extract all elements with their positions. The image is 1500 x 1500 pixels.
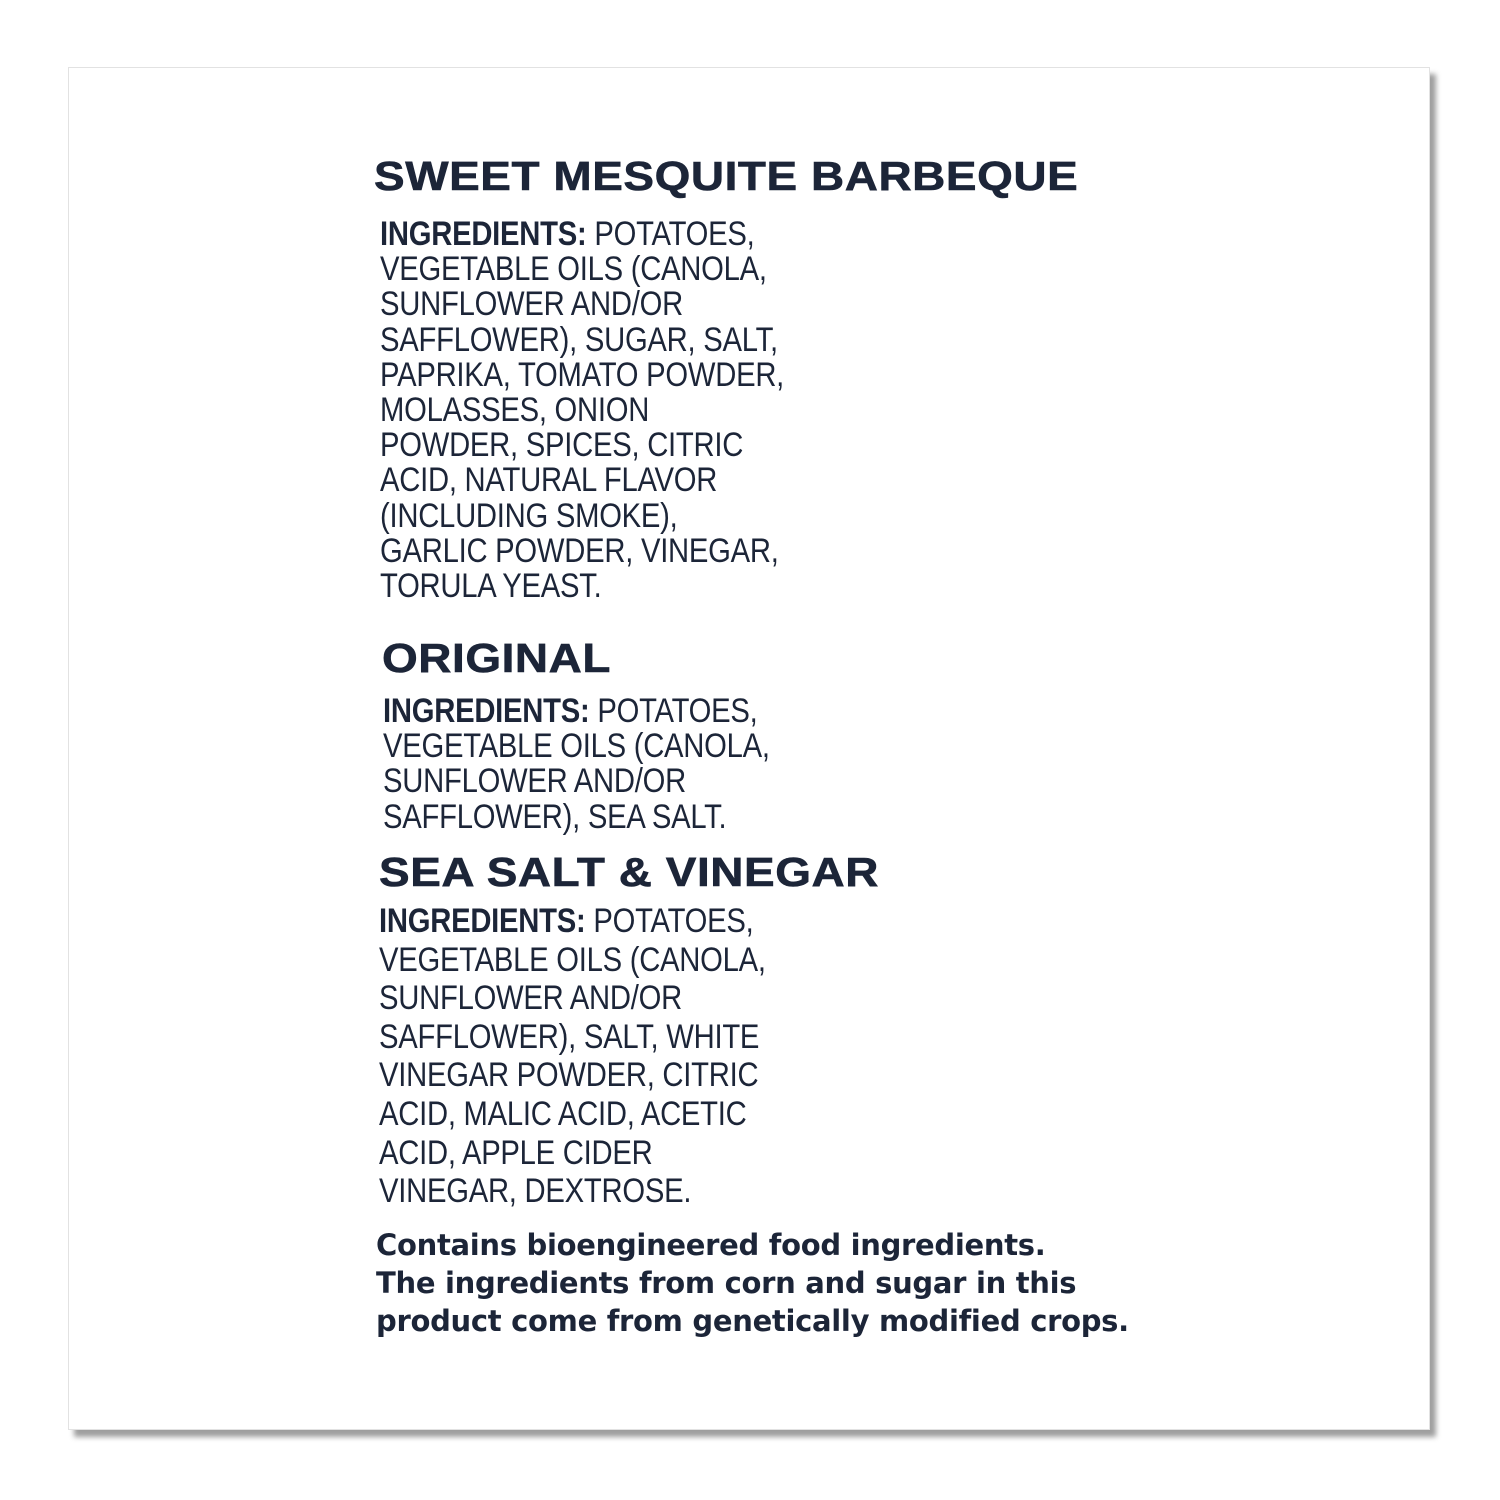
bioengineered-notice xyxy=(376,1226,1129,1340)
ingredients-line: SUNFLOWER AND/OR xyxy=(380,285,683,324)
ingredients-line: INGREDIENTS: POTATOES, xyxy=(383,692,758,730)
ingredients-line: (INCLUDING SMOKE), xyxy=(380,496,678,535)
ingredients-line: VEGETABLE OILS (CANOLA, xyxy=(383,727,770,766)
ingredients-line: TORULA YEAST. xyxy=(380,567,602,606)
ingredients-line: ACID, NATURAL FLAVOR xyxy=(380,461,718,500)
ingredients-line: MOLASSES, ONION xyxy=(380,391,650,430)
ingredients-label: INGREDIENTS: xyxy=(379,902,586,940)
ingredients-line: PAPRIKA, TOMATO POWDER, xyxy=(380,355,785,394)
ingredients-line: ACID, APPLE CIDER xyxy=(379,1133,653,1172)
ingredients-line: VEGETABLE OILS (CANOLA, xyxy=(379,940,766,979)
ingredients-line: SAFFLOWER), SALT, WHITE xyxy=(379,1017,760,1056)
ingredients-line: POWDER, SPICES, CITRIC xyxy=(380,426,744,465)
ingredients-line: SUNFLOWER AND/OR xyxy=(383,762,686,801)
ingredients-line: SUNFLOWER AND/OR xyxy=(379,979,682,1018)
section-title-original: ORIGINAL xyxy=(382,635,611,681)
ingredients-line: SAFFLOWER), SEA SALT. xyxy=(383,797,727,836)
notice-line: Contains bioengineered food ingredients. xyxy=(376,1228,1046,1262)
ingredients-sweet-mesquite xyxy=(380,217,784,604)
ingredients-line: SAFFLOWER), SUGAR, SALT, xyxy=(380,320,778,359)
ingredients-line: VINEGAR POWDER, CITRIC xyxy=(379,1056,759,1095)
ingredients-line: VEGETABLE OILS (CANOLA, xyxy=(380,250,767,289)
ingredients-label: INGREDIENTS: xyxy=(383,692,590,730)
notice-line: product come from genetically modified crops. xyxy=(376,1304,1129,1338)
ingredients-sea-salt-vinegar xyxy=(379,902,766,1211)
notice-line: The ingredients from corn and sugar in this xyxy=(376,1266,1077,1300)
ingredients-line: INGREDIENTS: POTATOES, xyxy=(380,215,755,253)
section-title-sweet-mesquite: SWEET MESQUITE BARBEQUE xyxy=(374,153,1079,199)
ingredients-line: VINEGAR, DEXTROSE. xyxy=(379,1172,692,1211)
ingredients-line: GARLIC POWDER, VINEGAR, xyxy=(380,531,779,570)
ingredients-line: ACID, MALIC ACID, ACETIC xyxy=(379,1094,747,1133)
ingredients-label: INGREDIENTS: xyxy=(380,215,587,253)
ingredients-line: INGREDIENTS: POTATOES, xyxy=(379,902,754,940)
ingredients-original xyxy=(383,694,770,835)
section-title-sea-salt-vinegar: SEA SALT & VINEGAR xyxy=(379,849,879,895)
